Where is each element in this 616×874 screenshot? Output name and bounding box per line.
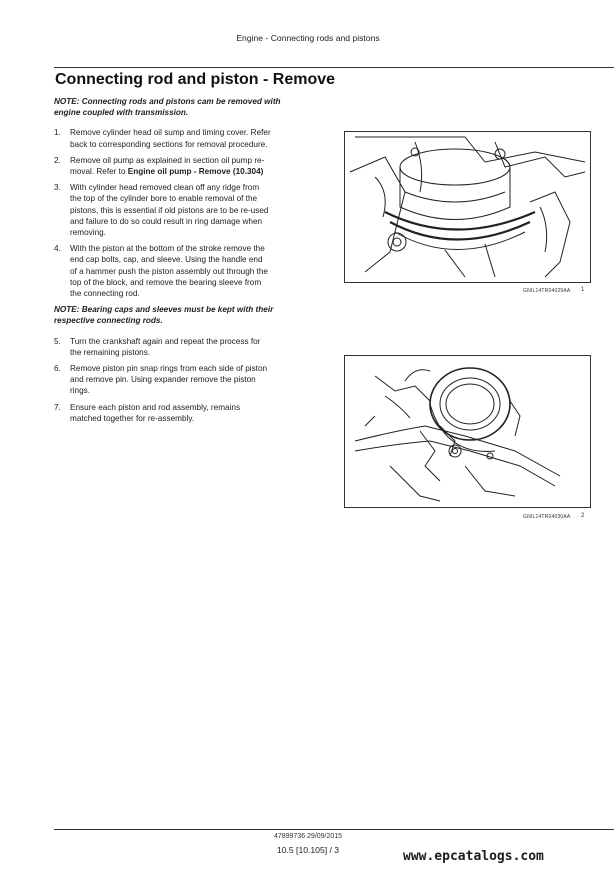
step-line: back to corresponding sections for removal procedure. — [70, 139, 268, 149]
step-line: of a hammer push the piston assembly out through the — [70, 266, 268, 276]
step-6 — [54, 363, 322, 397]
step-text — [70, 243, 322, 299]
section-title: Connecting rod and piston - Remove — [55, 71, 336, 88]
step-line-prefix: moval. Refer to — [70, 167, 128, 177]
step-text — [70, 363, 322, 397]
step-line: Remove oil pump as explained in section oil pump re- — [70, 155, 265, 165]
step-5 — [54, 336, 322, 358]
step-line: the connecting rod. — [70, 289, 140, 299]
step-line: and failure to do so could result in ring damage when — [70, 216, 263, 226]
cross-reference-link: Engine oil pump - Remove (10.304) — [127, 167, 264, 177]
step-line: matched together for re-assembly. — [70, 413, 195, 423]
step-text — [70, 336, 322, 358]
instructions-column — [54, 96, 322, 429]
figure-2-number: 2 — [581, 513, 585, 519]
step-number: 3. — [54, 183, 61, 193]
footer-document-id: 47899736 29/09/2015 — [273, 833, 343, 840]
step-3 — [54, 182, 322, 238]
step-line: Ensure each piston and rod assembly, remains — [70, 402, 241, 412]
footer-page-number: 10.5 [10.105] / 3 — [276, 845, 340, 855]
step-line: With cylinder head removed clean off any ridge from — [70, 183, 260, 193]
figure-2 — [344, 355, 591, 508]
step-line: With the piston at the bottom of the stroke remove the — [70, 244, 265, 254]
step-1 — [54, 127, 322, 149]
step-line — [70, 166, 322, 177]
piston-bore-illustration-icon — [345, 132, 590, 282]
step-number: 7. — [54, 402, 61, 412]
step-text — [70, 182, 322, 238]
step-number: 5. — [54, 336, 61, 346]
step-line: Remove cylinder head oil sump and timing cover. Refer — [70, 128, 271, 138]
step-line: top of the block, and remove the bearing sleeve from — [70, 277, 262, 287]
step-number: 4. — [54, 244, 61, 254]
step-line: Remove piston pin snap rings from each side of piston — [70, 364, 268, 374]
figure-2-caption: GNIL14TR04030AA — [523, 514, 571, 520]
step-number: 2. — [54, 155, 61, 165]
title-divider — [54, 67, 614, 68]
step-line: removing. — [70, 228, 106, 238]
figure-1-number: 1 — [581, 287, 585, 293]
note-bearing-caps — [54, 304, 322, 326]
step-line: rings. — [70, 386, 91, 396]
step-line: end cap bolts, cap, and sleeve. Using the handle end — [70, 255, 263, 265]
figure-1 — [344, 131, 591, 283]
step-7 — [54, 402, 322, 424]
step-number: 1. — [54, 128, 61, 138]
step-2 — [54, 155, 322, 177]
figure-1-caption: GNIL14TR04029AA — [523, 288, 571, 294]
note-line: NOTE: Connecting rods and pistons cam be removed with — [54, 97, 281, 106]
note-line: NOTE: Bearing caps and sleeves must be kept with their — [54, 305, 274, 315]
step-line: the top of the cylinder bore to enable removal of the — [70, 194, 258, 204]
step-number: 6. — [54, 364, 61, 374]
step-line: and remove pin. Using expander remove the piston — [70, 375, 256, 385]
step-text — [70, 127, 322, 149]
step-4 — [54, 243, 322, 299]
watermark: www.epcatalogs.com — [403, 849, 544, 864]
step-line: pistons, this is essential if old pistons are to be re-used — [70, 205, 269, 215]
piston-pin-removal-illustration-icon — [345, 356, 590, 507]
step-text — [70, 402, 322, 424]
running-header: Engine - Connecting rods and pistons — [236, 33, 380, 43]
footer-divider — [54, 829, 614, 830]
step-line: the remaining pistons. — [70, 347, 151, 357]
step-line: Turn the crankshaft again and repeat the process for — [70, 336, 261, 346]
note-line: respective connecting rods. — [54, 316, 163, 326]
step-text — [70, 155, 322, 177]
note-removal — [54, 96, 322, 118]
note-line: engine coupled with transmission. — [54, 108, 189, 118]
